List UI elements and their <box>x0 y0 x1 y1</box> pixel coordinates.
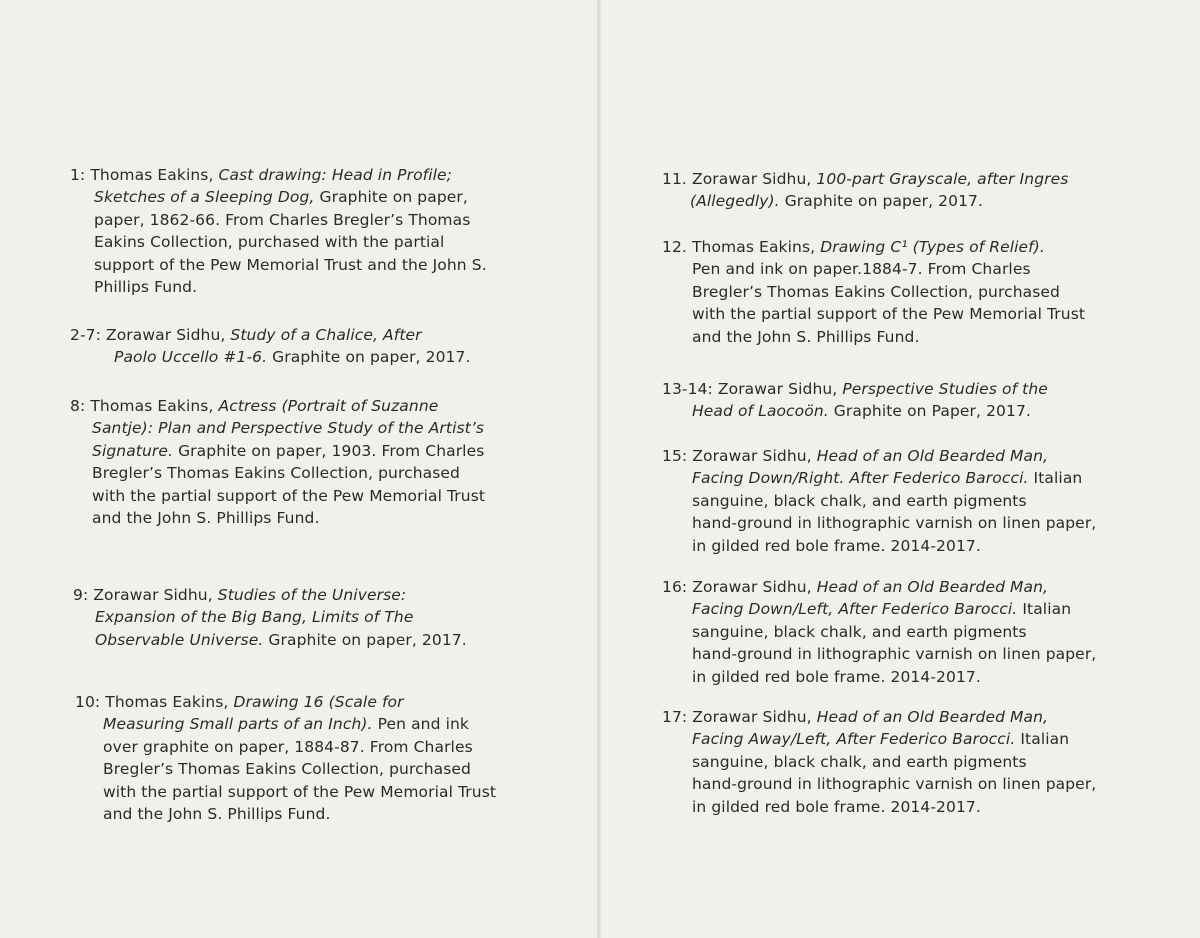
entry-artist: Thomas Eakins, <box>90 166 214 184</box>
entry-title: Drawing C¹ (Types of Relief). <box>820 238 1045 256</box>
entry-title: Drawing 16 (Scale for <box>233 693 404 711</box>
entry-text: Graphite on paper, 2017. <box>263 630 467 649</box>
entry-text: hand-ground in lithographic varnish on linen paper, <box>692 645 1097 664</box>
entry-title: (Allegedly). <box>690 192 780 211</box>
entry-text: with the partial support of the Pew Memorial Trust <box>92 486 486 505</box>
entry-13-14 <box>662 378 1132 423</box>
entry-title: Perspective Studies of the <box>842 380 1048 398</box>
entry-artist: Zorawar Sidhu, <box>692 708 812 726</box>
entry-number: 15: <box>662 447 688 465</box>
entry-8 <box>70 395 530 529</box>
entry-title: Facing Down/Left, After Federico Barocci. <box>692 600 1018 619</box>
entry-text: in gilded red bole frame. 2014-2017. <box>692 797 981 816</box>
entry-text: Bregler’s Thomas Eakins Collection, purchased <box>692 282 1060 301</box>
entry-text: Pen and ink <box>372 715 469 734</box>
entry-artist: Zorawar Sidhu, <box>692 447 812 465</box>
page-fold <box>597 0 601 938</box>
entry-text: and the John S. Phillips Fund. <box>103 805 331 824</box>
entry-text: over graphite on paper, 1884-87. From Charles <box>103 737 473 756</box>
entry-text: Graphite on paper, <box>314 188 468 207</box>
entry-number: 9: <box>73 586 89 604</box>
entry-15 <box>662 445 1132 557</box>
entry-title: Actress (Portrait of Suzanne <box>218 397 439 415</box>
entry-text: Graphite on paper, 1903. From Charles <box>173 441 485 460</box>
entry-artist: Zorawar Sidhu, <box>105 326 226 344</box>
entry-10 <box>75 691 535 825</box>
entry-title: Study of a Chalice, After <box>230 326 422 344</box>
entry-2-7 <box>70 324 530 369</box>
entry-artist: Thomas Eakins, <box>90 397 214 415</box>
entry-text: Phillips Fund. <box>94 278 198 297</box>
entry-text: sanguine, black chalk, and earth pigments <box>692 622 1027 641</box>
entry-number: 13-14: <box>662 380 713 398</box>
entry-title: Studies of the Universe: <box>217 586 407 604</box>
entry-title: 100-part Grayscale, after Ingres <box>816 170 1069 188</box>
entry-text: and the John S. Phillips Fund. <box>692 327 920 346</box>
entry-text: Italian <box>1017 600 1072 619</box>
entry-text: with the partial support of the Pew Memorial Trust <box>103 782 497 801</box>
entry-9 <box>73 584 533 651</box>
entry-text: Graphite on paper, 2017. <box>779 192 984 211</box>
entry-title: Cast drawing: Head in Profile; <box>218 166 452 184</box>
entry-text: Pen and ink on paper.1884-7. From Charles <box>692 260 1031 279</box>
entry-16 <box>662 576 1132 688</box>
entry-text: in gilded red bole frame. 2014-2017. <box>692 536 981 555</box>
entry-number: 2-7: <box>70 326 101 344</box>
entry-17 <box>662 706 1132 818</box>
entry-title: Observable Universe. <box>95 630 264 649</box>
entry-artist: Zorawar Sidhu, <box>93 586 213 604</box>
entry-text: Bregler’s Thomas Eakins Collection, purchased <box>103 760 471 779</box>
entry-text: sanguine, black chalk, and earth pigments <box>692 491 1027 510</box>
entry-text: Eakins Collection, purchased with the partial <box>94 233 445 252</box>
entry-artist: Thomas Eakins, <box>105 693 229 711</box>
entry-text: Italian <box>1015 730 1070 749</box>
entry-artist: Zorawar Sidhu, <box>717 380 838 398</box>
entry-number: 10: <box>75 693 101 711</box>
entry-title: Facing Down/Right. After Federico Barocci. <box>692 469 1029 488</box>
entry-text: Bregler’s Thomas Eakins Collection, purchased <box>92 464 460 483</box>
entry-text: Graphite on Paper, 2017. <box>828 402 1031 421</box>
entry-text: in gilded red bole frame. 2014-2017. <box>692 667 981 686</box>
entry-title: Head of an Old Bearded Man, <box>816 447 1049 465</box>
entry-number: 17: <box>662 708 688 726</box>
entry-artist: Zorawar Sidhu, <box>691 170 812 188</box>
entry-title: Expansion of the Big Bang, Limits of The <box>95 608 414 627</box>
entry-title: Signature. <box>92 441 174 460</box>
entry-title: Head of an Old Bearded Man, <box>816 578 1049 596</box>
entry-title: Head of an Old Bearded Man, <box>816 708 1049 726</box>
entry-title: Head of Laocoön. <box>692 402 829 421</box>
entry-title: Santje): Plan and Perspective Study of the Artist’s <box>92 419 485 438</box>
entry-text: hand-ground in lithographic varnish on linen paper, <box>692 514 1097 533</box>
entry-title: Sketches of a Sleeping Dog, <box>94 188 315 207</box>
entry-number: 11. <box>662 170 687 188</box>
entry-number: 1: <box>70 166 86 184</box>
entry-artist: Zorawar Sidhu, <box>692 578 812 596</box>
entry-text: Graphite on paper, 2017. <box>267 348 471 367</box>
entry-text: hand-ground in lithographic varnish on linen paper, <box>692 775 1097 794</box>
entry-text: Italian <box>1028 469 1083 488</box>
entry-text: support of the Pew Memorial Trust and the John S. <box>94 255 487 274</box>
entry-text: and the John S. Phillips Fund. <box>92 509 320 528</box>
entry-number: 12. <box>662 238 687 256</box>
entry-text: paper, 1862-66. From Charles Bregler’s Thomas <box>94 210 471 229</box>
entry-text: with the partial support of the Pew Memorial Trust <box>692 305 1086 324</box>
entry-number: 16: <box>662 578 688 596</box>
entry-text: sanguine, black chalk, and earth pigments <box>692 752 1027 771</box>
entry-12 <box>662 236 1132 348</box>
entry-1 <box>70 164 530 298</box>
entry-number: 8: <box>70 397 86 415</box>
entry-11 <box>662 168 1132 213</box>
entry-title: Facing Away/Left, After Federico Barocci. <box>692 730 1016 749</box>
entry-title: Measuring Small parts of an Inch). <box>103 715 373 734</box>
entry-title: Paolo Uccello #1-6. <box>114 348 268 367</box>
entry-artist: Thomas Eakins, <box>691 238 816 256</box>
